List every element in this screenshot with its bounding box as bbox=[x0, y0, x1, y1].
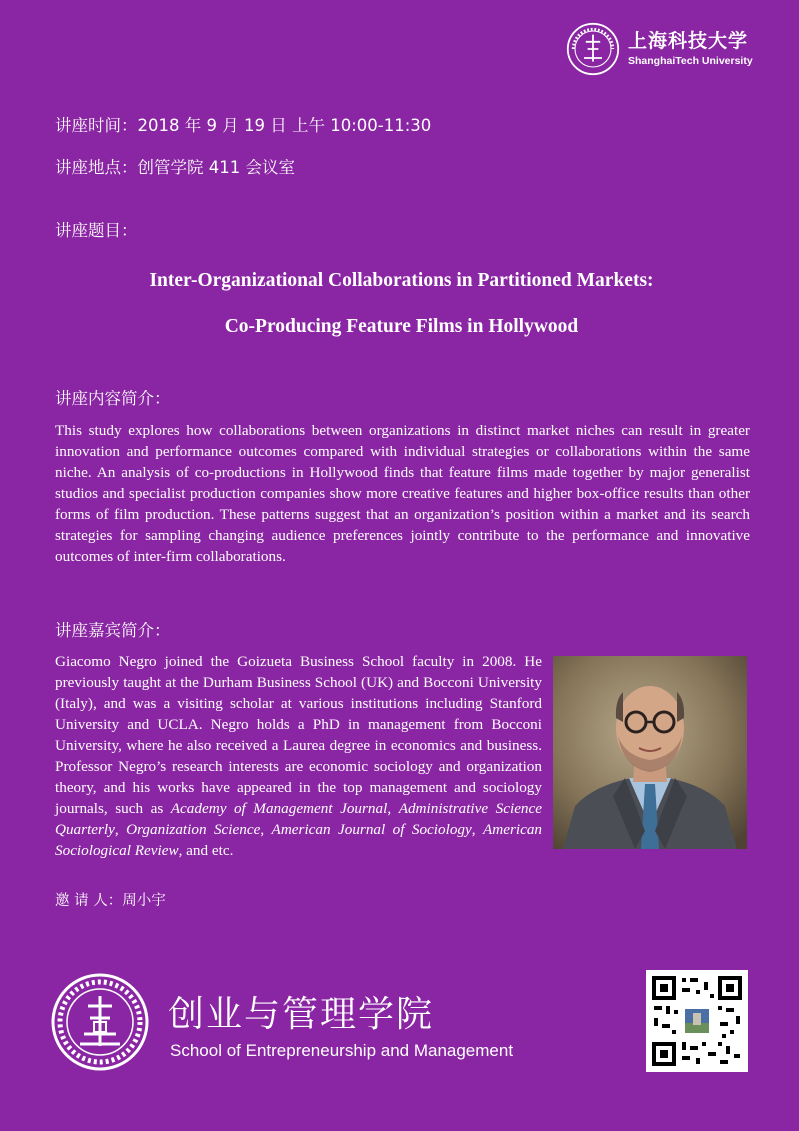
university-name-cn: 上海科技大学 bbox=[628, 30, 749, 52]
bio-sep-2: , bbox=[114, 821, 127, 838]
abstract-text: This study explores how collaborations between organizations in distinct market niches can result in greater innovation and performance outcomes compared with individual strategies or collaborations within the same niche. An analysis of co-productions in Hollywood finds that feature films made together by major generalist studios and specialist production companies show more creative features and higher box-office results than other forms of film production. These patterns suggest that an organization’s position within a market and its search strategies for sampling changing audience preferences jointly contribute to the performance and innovative outcomes of inter-firm collaborations. bbox=[55, 422, 750, 565]
bio-journal-5: American Sociological Review bbox=[55, 821, 543, 859]
abstract-label: 讲座内容简介： bbox=[55, 389, 171, 408]
header-logo bbox=[566, 22, 753, 76]
lecture-title-label: 讲座题目： bbox=[55, 221, 138, 240]
bio-sep-4: , bbox=[471, 821, 483, 838]
bio-journal-3: Organization Science bbox=[126, 821, 261, 838]
lecture-time bbox=[55, 115, 431, 137]
qr-code-icon bbox=[646, 970, 748, 1072]
lecture-time-value: 2018 年 9 月 19 日 上午 10:00-11:30 bbox=[137, 116, 432, 135]
bio-journal-2: Administrative Science Quarterly bbox=[55, 800, 543, 838]
speaker-photo bbox=[553, 656, 747, 849]
lecture-time-label: 讲座时间： bbox=[55, 116, 138, 135]
bio-sep-3: , bbox=[260, 821, 272, 838]
lecture-title bbox=[55, 258, 748, 350]
speaker-portrait-illustration bbox=[553, 656, 747, 849]
bio-text-part1: Giacomo Negro joined the Goizueta Business School faculty in 2008. He previously taught at the Durham Business School (UK) and Bocconi University (Italy), and was a visiting scholar at various institutions including Stanford University and UCLA. Negro holds a PhD in management from Bocconi University, where he also received a Laurea degree in economics and business. Professor Negro’s research interests are economic sociology and organization theory, and his works have appeared in the top management and sociology journals, such as bbox=[55, 653, 542, 817]
bio-text bbox=[55, 651, 542, 861]
inviter-label: 邀 请 人： bbox=[55, 893, 123, 909]
lecture-venue-value: 创管学院 411 会议室 bbox=[137, 158, 295, 177]
lecture-venue-label: 讲座地点： bbox=[55, 158, 138, 177]
bio-journal-1: Academy of Management Journal bbox=[170, 800, 388, 817]
university-seal-icon bbox=[566, 22, 620, 76]
bio-journal-4: American Journal of Sociology bbox=[271, 821, 472, 838]
inviter-name: 周小宇 bbox=[122, 893, 166, 909]
bio-sep-1: , bbox=[387, 800, 399, 817]
bio-label: 讲座嘉宾简介： bbox=[55, 621, 171, 640]
university-name-en: ShanghaiTech University bbox=[628, 55, 753, 67]
lecture-venue bbox=[55, 157, 295, 179]
inviter bbox=[55, 891, 166, 911]
school-name-en: School of Entrepreneurship and Management bbox=[170, 1041, 514, 1060]
bio-text-end: , and etc. bbox=[178, 842, 234, 859]
lecture-title-line2: Co-Producing Feature Films in Hollywood bbox=[224, 316, 579, 337]
school-name-cn: 创业与管理学院 bbox=[168, 994, 435, 1035]
university-seal-icon bbox=[50, 972, 150, 1072]
lecture-title-line1: Inter-Organizational Collaborations in Partitioned Markets: bbox=[149, 270, 654, 291]
